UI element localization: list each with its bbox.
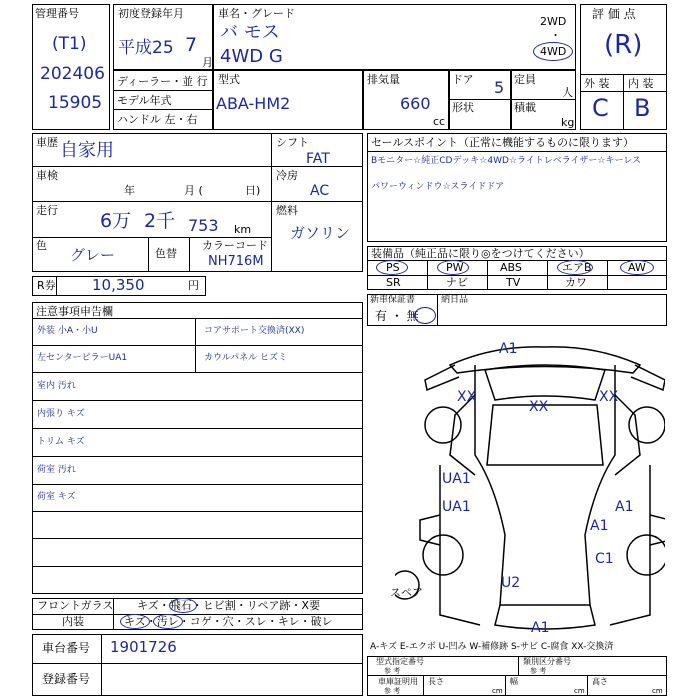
inner-value: キズ・汚レ・コゲ・穴・スレ・キレ・破レ [124, 615, 333, 628]
teiin-unit: 人 [562, 86, 573, 99]
soko-man: 6万 [100, 210, 132, 232]
hyoka-label: 評 価 点 [592, 7, 636, 21]
tobiishi-circle [169, 598, 197, 613]
rken-unit: 円 [188, 279, 199, 292]
soko-unit: km [234, 223, 252, 236]
front-glass-value: キズ・飛石・ヒビ割・リペア跡・X要 [137, 599, 321, 612]
era-value: 平成25 [118, 38, 174, 58]
sekisai-unit: kg [561, 116, 575, 129]
katashiki-value: ABA-HM2 [216, 94, 291, 113]
reikyaku-value: AC [310, 183, 330, 199]
equip-label: 装備品（純正品に限り◎をつけてください） [371, 247, 590, 260]
reg-label: 登録番号 [42, 672, 91, 686]
model-label: モデル年式 [117, 94, 172, 107]
haba-label: 幅 [510, 677, 518, 686]
chassis-value: 1901726 [110, 638, 177, 656]
note-left-7: 荷室 キズ [37, 492, 76, 502]
mark-a1-bottom: A1 [531, 620, 550, 635]
hosho-mu-circle [414, 307, 436, 324]
drive-4wd-circle [533, 42, 573, 61]
equip-aw-circle [620, 260, 654, 275]
yogore-circle [153, 614, 183, 629]
equip-ps-circle [376, 260, 408, 275]
shareki-label: 車歴 [36, 136, 58, 149]
note-left-1: 外装 小A・小U [37, 326, 98, 336]
irokae-label: 色替 [155, 247, 177, 260]
equip-airb: エアB [562, 261, 592, 274]
reikyaku-label: 冷房 [276, 169, 298, 182]
naga-label: 長さ [428, 677, 444, 686]
equip-aw: AW [628, 261, 646, 274]
ruibetsu-sub: 参 考 [530, 667, 547, 675]
shodo-label: 初度登録年月 [118, 7, 184, 20]
colorcode-value: NH716M [208, 254, 264, 269]
haba-cm: cm [574, 687, 585, 695]
soko-sen: 2千 [144, 210, 176, 232]
shift-label: シフト [276, 136, 309, 149]
equip-airb-circle [557, 260, 593, 275]
haiki-value: 660 [400, 94, 431, 113]
note-left-3: 室内 汚れ [37, 381, 76, 391]
nenryo-value: ガソリン [290, 224, 351, 242]
naga-cm: cm [492, 687, 503, 695]
mark-xx-right: XX [599, 389, 619, 405]
equip-pw-circle [437, 260, 469, 275]
hyoka-value: (R) [604, 30, 643, 60]
note-left-4: 内張り キズ [37, 409, 85, 419]
sales-label: セールスポイント（正常に機能するものに限ります） [371, 136, 635, 149]
equip-ps: PS [386, 261, 400, 274]
shaken-month: 月 ( [184, 184, 203, 197]
teiin-label: 定員 [514, 73, 536, 86]
ruibetsu-label: 類別区分番号 [523, 657, 571, 666]
mark-c1: C1 [595, 551, 614, 567]
naiso-label: 内 装 [628, 77, 654, 90]
katashiki-label: 型式 [218, 73, 240, 86]
sekisai-label: 積載 [514, 101, 536, 114]
hosho-label: 新車保証書 [370, 295, 416, 305]
notes-label: 注意事項申告欄 [36, 305, 113, 318]
front-glass-label: フロントガラス [37, 599, 114, 612]
kata-label: 型式指定番号 [376, 657, 424, 666]
mark-a1-right: A1 [615, 499, 634, 515]
drive-2wd: 2WD [540, 15, 567, 28]
colorcode-label: カラーコード [202, 239, 268, 252]
door-value: 5 [494, 78, 505, 97]
naiso-value: B [634, 94, 651, 122]
mark-a1-top: A1 [499, 341, 518, 357]
note-left-6: 荷室 汚れ [37, 465, 76, 475]
note-right-1: コアサポート交換済(XX) [204, 326, 305, 336]
door-label: ドア [452, 73, 474, 86]
carname-value: バ モス [220, 22, 280, 43]
taka-cm: cm [652, 687, 663, 695]
kanri-value2: 202406 [40, 64, 105, 84]
equip-kawa: カワ [565, 276, 587, 289]
drive-dot: ・ [550, 29, 561, 42]
equip-navi: ナビ [446, 276, 468, 289]
legend: A-キズ E-エクボ U-凹み W-補修跡 S-サビ C-腐食 XX-交換済 [370, 642, 614, 652]
nenryo-label: 燃料 [276, 204, 298, 217]
drive-4wd: 4WD [540, 45, 567, 58]
kanri-value3: 15905 [48, 93, 103, 113]
equip-abs: ABS [500, 261, 522, 274]
sales-line2: パワーウィンドウ☆スライドドア [371, 182, 504, 192]
mark-xx-left: XX [457, 389, 477, 405]
kata-sub: 参 考 [384, 667, 401, 675]
handle-label: ハンドル 左・右 [117, 113, 198, 126]
mark-ua1-2: UA1 [442, 499, 471, 515]
equip-sr: SR [386, 276, 401, 289]
soko-rest: 753 [188, 216, 219, 235]
rken-value: 10,350 [92, 276, 145, 294]
haiki-label: 排気量 [367, 73, 400, 86]
chassis-label: 車台番号 [42, 641, 91, 655]
gaiso-label: 外 装 [584, 77, 610, 90]
shaken-day: 日) [245, 184, 261, 197]
dealer-label: ディーラー・並 行 [117, 75, 208, 88]
spare-label: スペア [390, 586, 423, 599]
sales-line1: Bモニター☆純正CDデッキ☆4WD☆ライトレベライザー☆キーレス [371, 156, 642, 166]
carname-label: 車名・グレード [218, 7, 295, 20]
kizu-circle [120, 614, 150, 629]
kanri-label: 管理番号 [35, 7, 79, 20]
nouhin-label: 納日品 [441, 295, 469, 305]
kanri-value1: (T1) [52, 34, 87, 54]
month-value: 7 [185, 34, 198, 56]
haiki-unit: cc [433, 115, 446, 128]
gaiso-value: C [592, 94, 609, 122]
mark-ua1-1: UA1 [442, 471, 471, 487]
note-left-2: 左センターピラーUA1 [37, 353, 128, 363]
shift-value: FAT [306, 151, 330, 167]
rken-label: R券 [37, 279, 56, 292]
grade-value: 4WD G [220, 46, 283, 67]
keijo-label: 形状 [452, 101, 474, 114]
color-value: グレー [70, 246, 116, 264]
mark-a1-mid: A1 [590, 518, 609, 534]
shaken-year: 年 [124, 184, 135, 197]
mark-xx-center: XX [529, 399, 549, 415]
shaken-label: 車検 [36, 169, 58, 182]
month-unit: 月 [202, 56, 213, 69]
mark-u2: U2 [501, 575, 521, 591]
equip-pw: PW [446, 261, 464, 274]
note-left-5: トリム キズ [37, 437, 85, 447]
shomei-label: 車庫証明用 [378, 677, 418, 686]
inner-label: 内装 [62, 615, 84, 628]
shomei-sub: 参 考 [384, 687, 401, 695]
car-diagram [395, 335, 665, 635]
equip-tv: TV [506, 276, 521, 289]
shareki-value: 自家用 [60, 140, 114, 161]
hosho-value: 有 ・ 無 [375, 309, 419, 323]
soko-label: 走行 [36, 204, 58, 217]
color-label: 色 [36, 239, 47, 252]
taka-label: 高さ [592, 677, 608, 686]
note-right-2: カウルパネル ヒズミ [204, 353, 287, 363]
